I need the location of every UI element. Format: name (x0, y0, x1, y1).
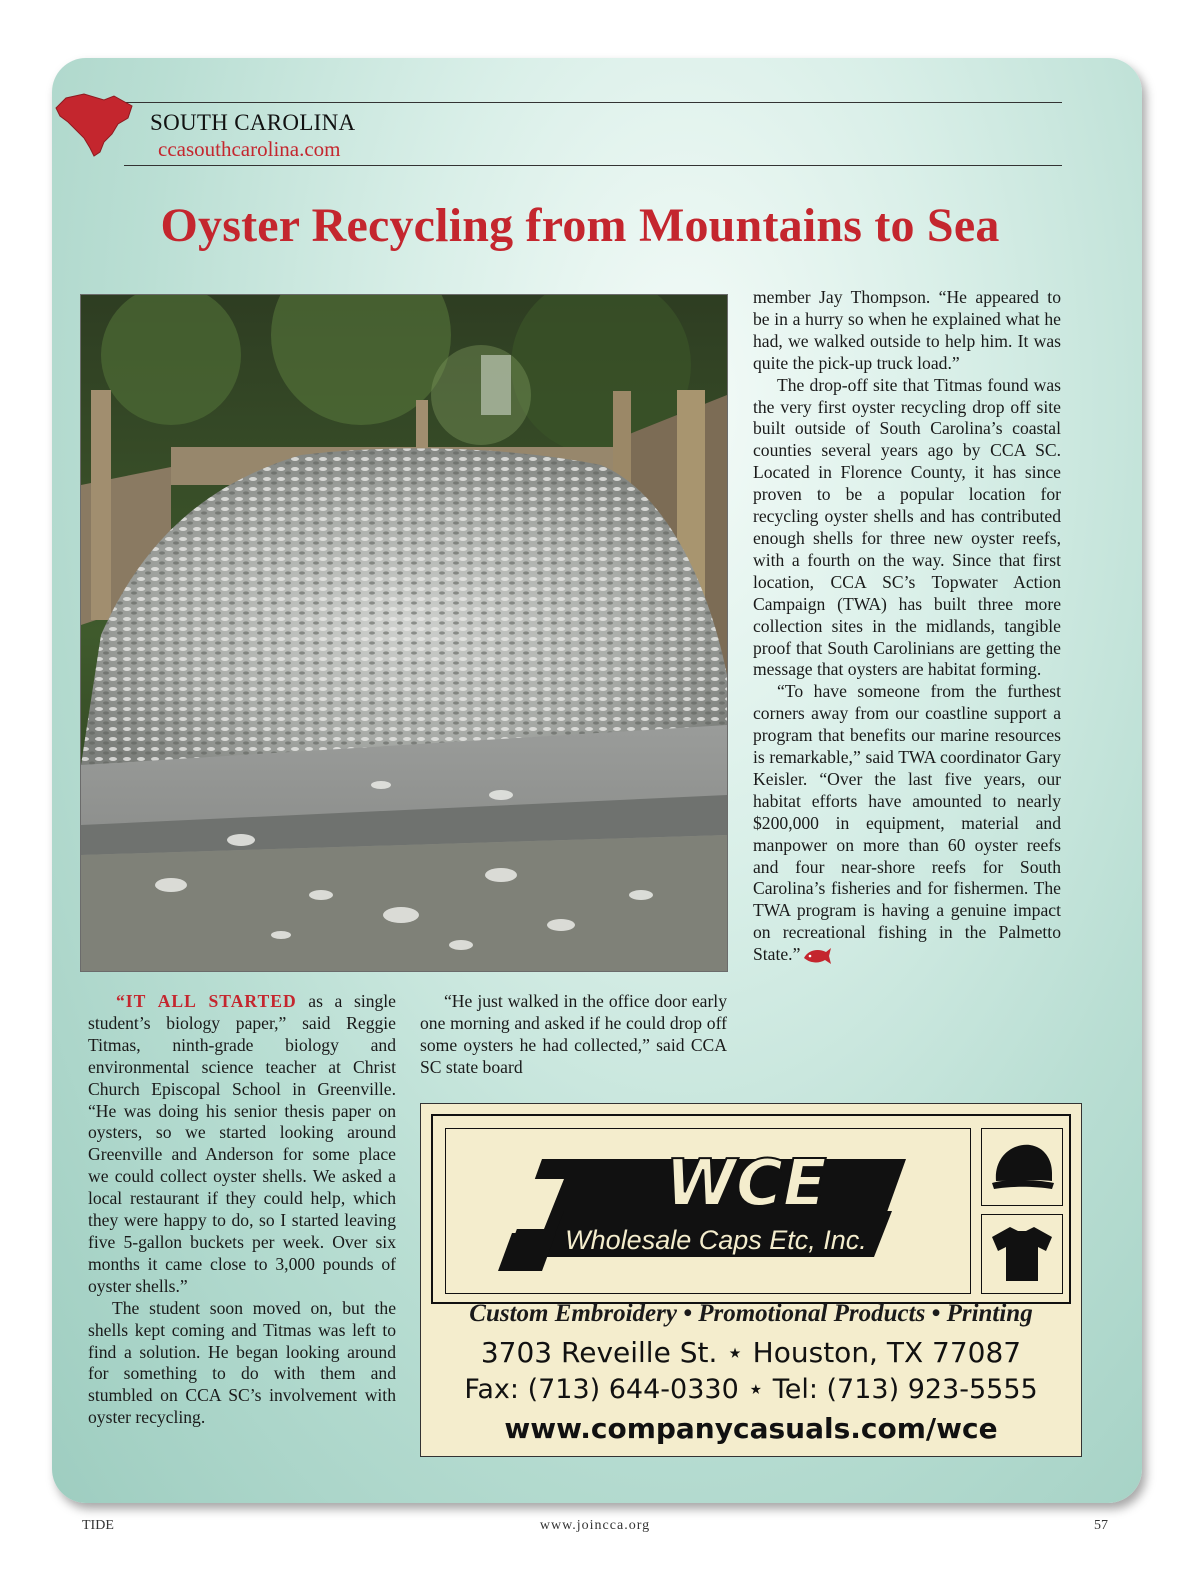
article-column-2 (420, 991, 727, 1079)
ad-address: 3703 Reveille St. ⋆ Houston, TX 77087 (480, 1336, 1022, 1369)
footer-publication: TIDE (82, 1518, 114, 1533)
ad-company-name: Wholesale Caps Etc, Inc. (565, 1225, 867, 1255)
south-carolina-map-icon (54, 90, 146, 160)
paragraph-3: “He just walked in the office door early one morning and asked if he could drop off some oysters he had collected,” said CCA SC state board (420, 991, 727, 1077)
article-column-1 (88, 991, 396, 1429)
ad-frame (431, 1114, 1071, 1304)
header-bottom-rule (124, 165, 1062, 166)
footer-page-number: 57 (1094, 1518, 1108, 1533)
ad-phones: Fax: (713) 644-0330 ⋆ Tel: (713) 923-5555 (464, 1374, 1038, 1405)
oyster-shell-pile-photo (80, 294, 728, 972)
article-column-3 (753, 287, 1061, 966)
article-headline: Oyster Recycling from Mountains to Sea (160, 199, 1000, 252)
wce-advertisement[interactable] (420, 1103, 1082, 1457)
section-name: SOUTH CAROLINA (150, 110, 356, 135)
t-shirt-icon (981, 1214, 1063, 1294)
header-top-rule (104, 102, 1062, 103)
lead-in: “IT ALL STARTED (116, 991, 297, 1011)
paragraph-1 (88, 991, 396, 1298)
paragraph-2: The student soon moved on, but the shells kept coming and Titmas was left to find a solution. He began looking around for something to do with them and stumbled on CCA SC’s involvement with oyster recycling. (88, 1297, 396, 1428)
ad-tagline: Custom Embroidery • Promotional Products • Printing (469, 1300, 1033, 1327)
paragraph-6 (753, 681, 1061, 966)
paragraph-4: member Jay Thompson. “He appeared to be in a hurry so when he explained what he had, we walked outside to help him. It was quite the pick-up truck load.” (753, 287, 1061, 373)
paragraph-1-text: as a single student’s biology paper,” said Reggie Titmas, ninth-grade biology and environmental science teacher at Christ Church Episcopal School in Greenville. “He was doing his senior thesis paper on oysters, so we started looking around Greenville and Anderson for some place we could collect oyster shells. We asked a local restaurant if they could help, which they were happy to do, so I started leaving five 5-gallon buckets per week. Over six months it came close to 3,000 pounds of oyster shells.” (88, 991, 396, 1296)
ad-logo-text: WCE (665, 1147, 827, 1221)
paragraph-5: The drop-off site that Titmas found was the very first oyster recycling drop off site built outside of South Carolina’s coastal counties several years ago by CCA SC. Located in Florence County, it has since proven to be a popular location for recycling oyster shells and has contributed enough shells for three new oyster reefs, with a fourth on the way. Since that first location, CCA SC’s Topwater Action Campaign (TWA) has built three more collection sites in the midlands, tangible proof that South Carolinians are getting the message that oysters are habitat forming. (753, 374, 1061, 680)
ad-website[interactable]: www.companycasuals.com/wce (504, 1412, 998, 1445)
cca-redfish-end-icon (802, 946, 832, 966)
cap-icon (981, 1128, 1063, 1206)
paragraph-6-text: “To have someone from the furthest corners away from our coastline support a program that benefits our marine resources is remarkable,” said TWA coordinator Gary Keisler. “Over the last five years, our habitat efforts have amounted to nearly $200,000 in equipment, material and manpower on more than 60 oyster reefs and four near-shore reefs for South Carolina’s fisheries and for fishermen. The TWA program is having a genuine impact on recreational fishing in the Palmetto State.” (753, 681, 1061, 965)
footer-website[interactable]: www.joincca.org (539, 1518, 651, 1533)
section-url[interactable]: ccasouthcarolina.com (158, 137, 341, 161)
ad-logo-box (445, 1128, 971, 1294)
